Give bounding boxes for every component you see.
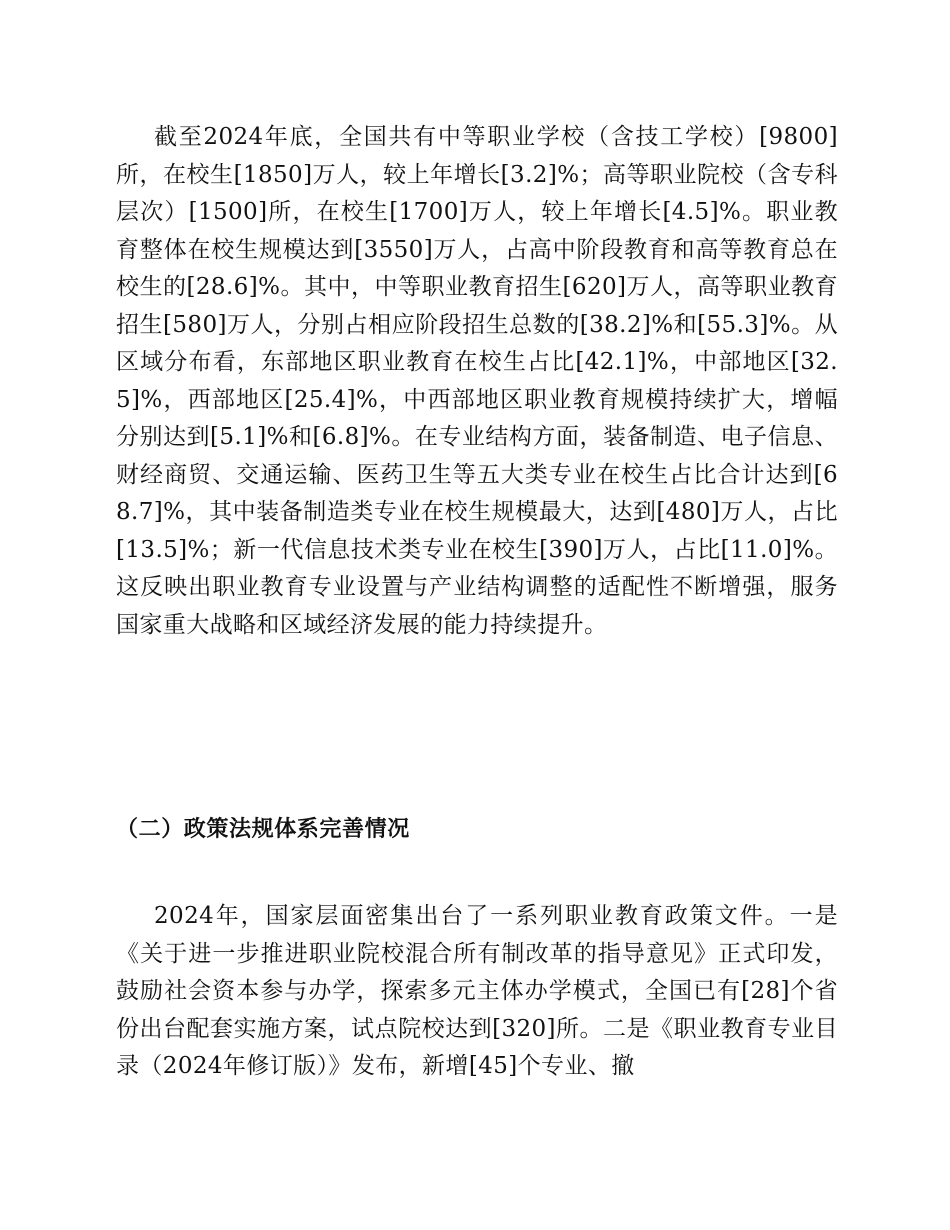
body-paragraph-policy-documents: 2024年，国家层面密集出台了一系列职业教育政策文件。一是《关于进一步推进职业院校混合所有制改革的指导意见》正式印发，鼓励社会资本参与办学，探索多元主体办学模式，全国已有[28]个省份出台配套实施方案，试点院校达到[320]所。二是《职业教育专业目录（2024年修订版）》发布，新增[45]个专业、撤	[116, 903, 838, 1079]
section-heading-policy-system: （二）政策法规体系完善情况	[116, 817, 410, 842]
body-paragraph-vocational-scale: 截至2024年底，全国共有中等职业学校（含技工学校）[9800]所，在校生[1850]万人，较上年增长[3.2]%；高等职业院校（含专科层次）[1500]所，在校生[1700]万人，较上年增长[4.5]%。职业教育整体在校生规模达到[3550]万人，占高中阶段教育和高等教育总在校生的[28.6]%。其中，中等职业教育招生[620]万人，高等职业教育招生[580]万人，分别占相应阶段招生总数的[38.2]%和[55.3]%。从区域分布看，东部地区职业教育在校生占比[42.1]%，中部地区[32.5]%，西部地区[25.4]%，中西部地区职业教育规模持续扩大，增幅分别达到[5.1]%和[6.8]%。在专业结构方面，装备制造、电子信息、财经商贸、交通运输、医药卫生等五大类专业在校生占比合计达到[68.7]%，其中装备制造类专业在校生规模最大，达到[480]万人，占比[13.5]%；新一代信息技术类专业在校生[390]万人，占比[11.0]%。这反映出职业教育专业设置与产业结构调整的适配性不断增强，服务国家重大战略和区域经济发展的能力持续提升。	[116, 124, 838, 638]
